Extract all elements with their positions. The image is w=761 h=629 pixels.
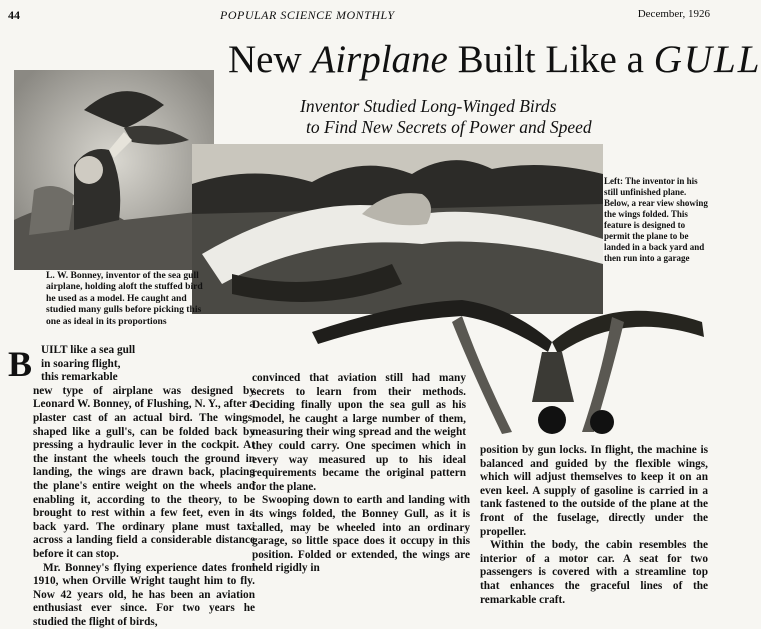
subheadline-line-1: Inventor Studied Long-Winged Birds <box>300 96 630 117</box>
col1-lead-line-1: UILT like a sea gull <box>33 344 255 358</box>
headline-part-2: Airplane <box>311 38 447 81</box>
col2-paragraph-1: convinced that aviation still had many secrets to learn from their methods. Deciding finally upon the sea gull as his model, he caught a large number of them, measuring their wing spread and the weight they could carry. One specimen which in every way measured up to his ideal requirements became the original pattern for the plane. <box>252 372 470 494</box>
col3-paragraph-1: position by gun locks. In flight, the machine is balanced and guided by the flexible wings, which will adjust themselves to keep it on an even keel. A supply of gasoline is carried in a tank fastened to the outside of the plane at the front of the fuselage, directly under the propeller. <box>480 444 708 539</box>
col1-paragraph-2: Mr. Bonney's flying experience dates from 1910, when Orville Wright taught him to fly. Now 42 years old, he has been an aviation enthusiast ever since. For two years he studied the flight of birds, <box>33 562 255 629</box>
article-column-3 <box>480 444 708 607</box>
issue-date: December, 1926 <box>638 8 710 20</box>
col3-paragraph-2: Within the body, the cabin resembles the interior of a motor car. A seat for two passengers is covered with a streamline top that enhances the graceful lines of the remarkable craft. <box>480 539 708 607</box>
col1-lead-line-3: this remarkable <box>33 371 255 385</box>
caption-inventor: L. W. Bonney, inventor of the sea gull airplane, holding aloft the stuffed bird he used as a model. He caught and studied many gulls before picking this one as ideal in its proportions <box>46 270 206 327</box>
col2-paragraph-2: Swooping down to earth and landing with its wings folded, the Bonney Gull, as it is called, may be wheeled into an ordinary garage, so little space does it occupy in this position. Folded or extended, the wings are held rigidly in <box>252 494 470 576</box>
article-column-1 <box>33 344 255 629</box>
headline-part-4: GULL <box>654 38 761 81</box>
article-column-2 <box>252 372 470 576</box>
running-head: POPULAR SCIENCE MONTHLY <box>220 8 395 23</box>
subheadline <box>300 96 630 138</box>
headline-part-3: Built Like a <box>448 38 654 81</box>
subheadline-line-2: to Find New Secrets of Power and Speed <box>300 117 630 138</box>
inventor-with-gull-photo <box>14 70 214 270</box>
drop-cap: B <box>8 346 32 382</box>
headline <box>228 38 761 82</box>
headline-part-1: New <box>228 38 311 81</box>
caption-plane: Left: The inventor in his still unfinished plane. Below, a rear view showing the wings folded. This feature is designed to permit the plane to be landed in a back yard and then run into a garage <box>604 176 712 264</box>
col1-paragraph-1: new type of airplane was designed by Leonard W. Bonney, of Flushing, N. Y., after a plaster cast of an actual bird. The wings, shaped like a gull's, can be folded back by pressing a hydraulic lever in the cockpit. At the instant the wheels touch the ground in landing, the wings are drawn back, placing the plane's entire weight on the wheels and enabling it, according to the theory, to be brought to rest within a few feet, even in a back yard. The ordinary plane must taxi across a landing field a considerable distance before it can stop. <box>33 385 255 562</box>
page-number: 44 <box>8 8 20 23</box>
col1-lead-line-2: in soaring flight, <box>33 358 255 372</box>
